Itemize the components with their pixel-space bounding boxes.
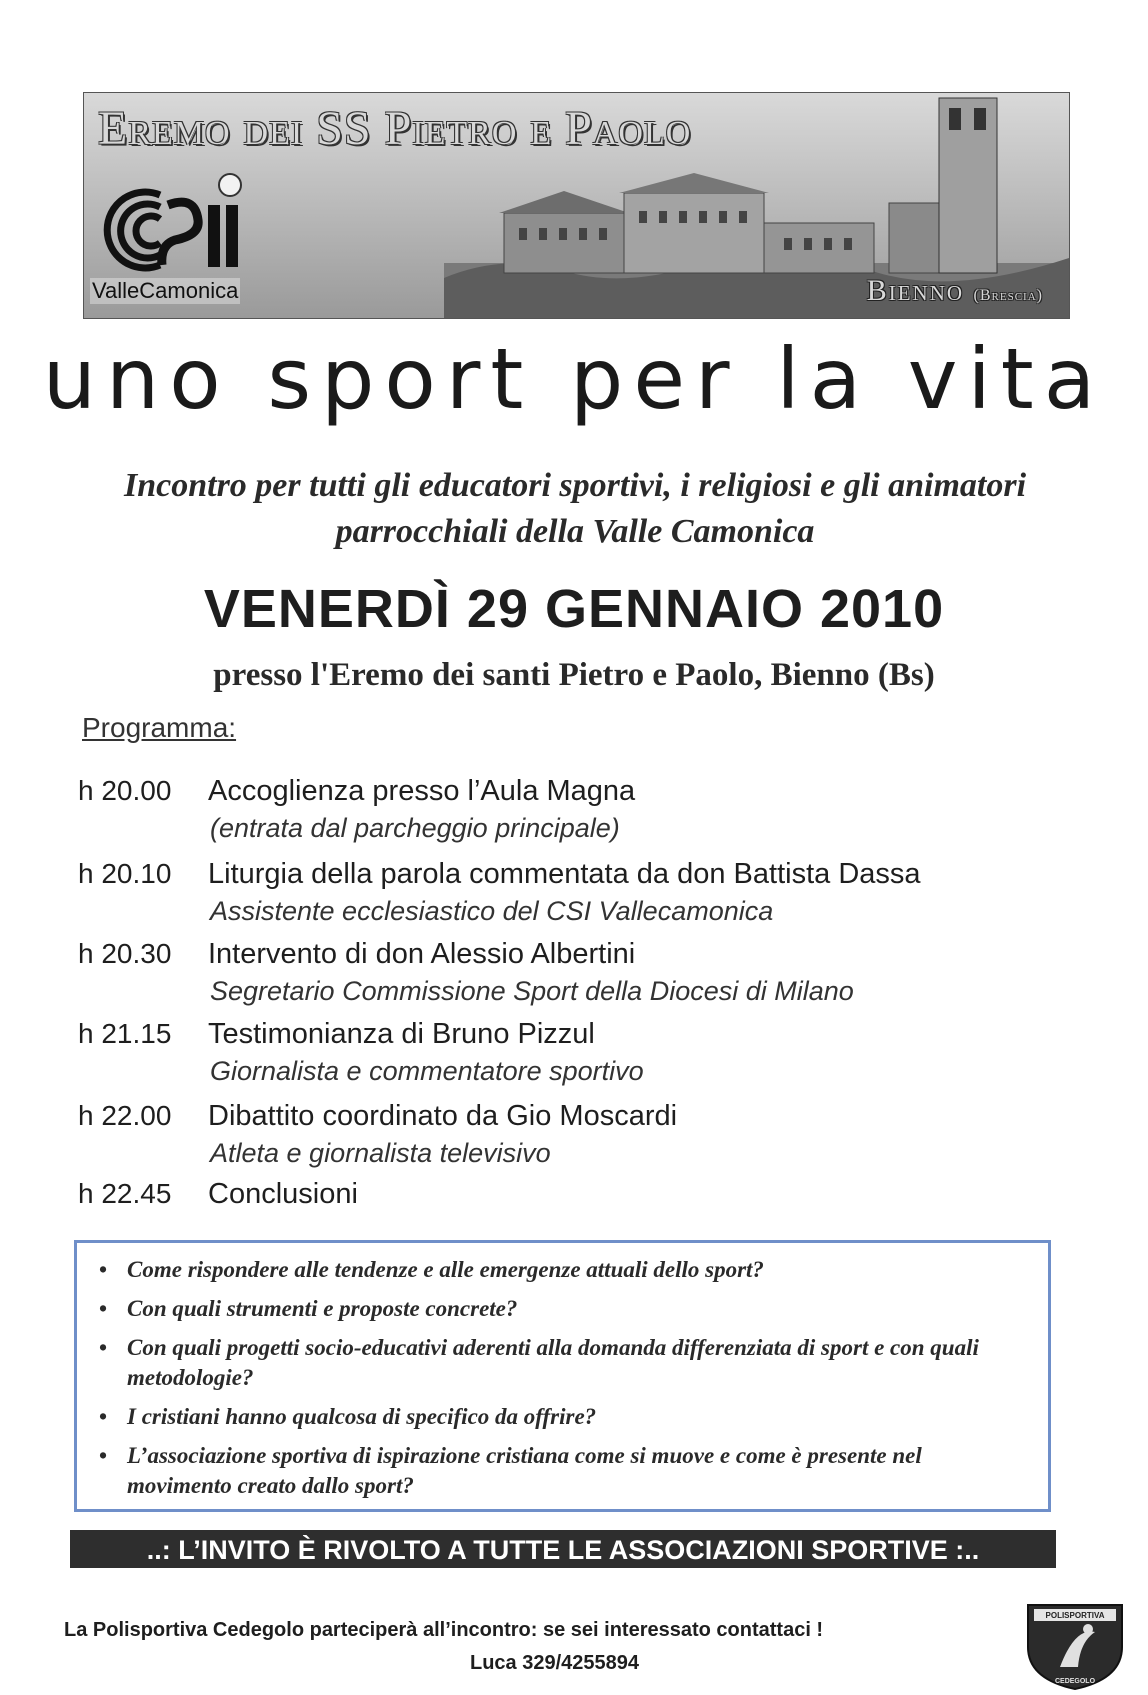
program-detail: Atleta e giornalista televisivo xyxy=(210,1138,551,1168)
program-activity: Liturgia della parola commentata da don Battista Dassa xyxy=(208,858,921,890)
program-detail: Assistente ecclesiastico del CSI Vallecamonica xyxy=(210,896,774,926)
program-time: h 20.10 xyxy=(78,858,172,889)
program-time: h 22.00 xyxy=(78,1100,172,1131)
header-banner xyxy=(83,92,1070,319)
questions-box xyxy=(74,1240,1051,1512)
logo-text: ValleCamonica xyxy=(92,278,239,303)
program-detail: Segretario Commissione Sport della Diocesi di Milano xyxy=(210,976,854,1006)
program-activity: Accoglienza presso l’Aula Magna xyxy=(208,775,636,807)
program-time: h 20.00 xyxy=(78,775,172,806)
question-item: • Con quali progetti socio-educativi aderenti alla domanda differenziata di sport e con quali metodologie? xyxy=(95,1333,1028,1393)
footer-message: La Polisportiva Cedegolo parteciperà all’incontro: se sei interessato contattaci ! xyxy=(64,1619,824,1641)
question-item: • Con quali strumenti e proposte concrete? xyxy=(95,1294,1028,1324)
program-activity: Testimonianza di Bruno Pizzul xyxy=(208,1018,595,1050)
program-time: h 21.15 xyxy=(78,1018,172,1049)
slogan: uno sport per la vita xyxy=(42,330,1106,428)
program-time: h 20.30 xyxy=(78,938,172,969)
invite-banner: ..: L’INVITO È RIVOLTO A TUTTE LE ASSOCIAZIONI SPORTIVE :.. xyxy=(70,1530,1056,1568)
program-activity: Intervento di don Alessio Albertini xyxy=(208,938,636,970)
banner-place: Bienno (Brescia) xyxy=(866,274,1043,307)
footer-contact: Luca 329/4255894 xyxy=(470,1652,640,1674)
event-date: VENERDÌ 29 GENNAIO 2010 xyxy=(203,579,945,639)
program-detail: Giornalista e commentatore sportivo xyxy=(210,1056,644,1086)
banner-title: Eremo dei SS Pietro e Paolo xyxy=(98,102,692,155)
polisportiva-crest-icon xyxy=(1020,1597,1130,1692)
program-activity: Dibattito coordinato da Gio Moscardi xyxy=(208,1100,678,1132)
crest-bottom-text: CEDEGOLO xyxy=(1054,1678,1096,1685)
banner-place-sub: (Brescia) xyxy=(973,287,1043,304)
program-activity: Conclusioni xyxy=(208,1178,358,1210)
question-item: • Come rispondere alle tendenze e alle emergenze attuali dello sport? xyxy=(95,1255,1028,1285)
event-venue: presso l'Eremo dei santi Pietro e Paolo, Bienno (Bs) xyxy=(213,657,935,693)
program-title: Programma: xyxy=(82,712,237,743)
question-item: • I cristiani hanno qualcosa di specifico da offrire? xyxy=(95,1402,1028,1432)
intro-text: Incontro per tutti gli educatori sportivi, i religiosi e gli animatori parrocchiali della Valle Camonica xyxy=(123,467,1027,550)
program-time: h 22.45 xyxy=(78,1178,172,1209)
crest-top-text: POLISPORTIVA xyxy=(1045,1611,1105,1620)
program-detail: (entrata dal parcheggio principale) xyxy=(210,813,620,843)
question-item: • L’associazione sportiva di ispirazione cristiana come si muove e come è presente nel movimento creato dallo sport? xyxy=(95,1441,1028,1501)
